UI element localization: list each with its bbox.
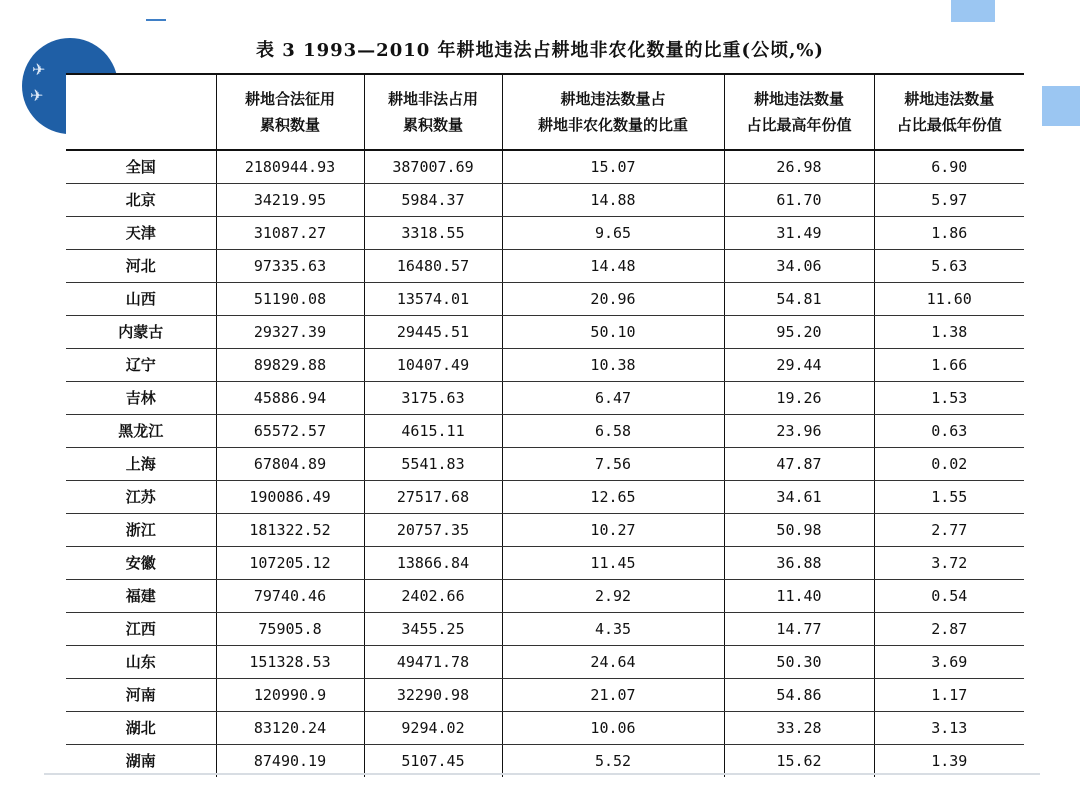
value-cell: 83120.24 [216, 711, 364, 744]
value-cell: 5.97 [874, 183, 1024, 216]
value-cell: 19.26 [724, 381, 874, 414]
value-cell: 12.65 [502, 480, 724, 513]
table-row [66, 150, 1024, 183]
table-row [66, 612, 1024, 645]
value-cell: 2.77 [874, 513, 1024, 546]
value-cell: 79740.46 [216, 579, 364, 612]
value-cell: 0.54 [874, 579, 1024, 612]
region-cell: 内蒙古 [66, 315, 216, 348]
value-cell: 5984.37 [364, 183, 502, 216]
region-cell: 辽宁 [66, 348, 216, 381]
value-cell: 11.40 [724, 579, 874, 612]
value-cell: 29445.51 [364, 315, 502, 348]
value-cell: 6.90 [874, 150, 1024, 183]
table-row [66, 414, 1024, 447]
value-cell: 14.77 [724, 612, 874, 645]
table-row [66, 282, 1024, 315]
value-cell: 75905.8 [216, 612, 364, 645]
table-row [66, 645, 1024, 678]
region-cell: 湖北 [66, 711, 216, 744]
region-cell: 湖南 [125, 752, 156, 771]
value-cell: 50.98 [724, 513, 874, 546]
value-cell: 65572.57 [216, 414, 364, 447]
decor-square-right [1042, 86, 1080, 126]
table-row [66, 183, 1024, 216]
value-cell: 87490.19 [216, 744, 364, 777]
header-cell: 耕地合法征用 累积数量 [216, 74, 364, 150]
value-cell: 1.38 [874, 315, 1024, 348]
header-cell: 耕地违法数量 占比最低年份值 [874, 74, 1024, 150]
region-cell: 河南 [66, 678, 216, 711]
value-cell: 16480.57 [364, 249, 502, 282]
value-cell: 190086.49 [216, 480, 364, 513]
value-cell: 31.49 [724, 216, 874, 249]
value-cell: 3.69 [874, 645, 1024, 678]
region-cell: 安徽 [66, 546, 216, 579]
value-cell: 27517.68 [364, 480, 502, 513]
value-cell: 1.39 [874, 744, 1024, 777]
value-cell: 4.35 [502, 612, 724, 645]
value-cell: 15.07 [502, 150, 724, 183]
region-cell: 山西 [66, 282, 216, 315]
table-row [66, 546, 1024, 579]
table-row [66, 216, 1024, 249]
value-cell: 34.61 [724, 480, 874, 513]
value-cell: 3455.25 [364, 612, 502, 645]
region-cell: 山东 [66, 645, 216, 678]
value-cell: 14.48 [502, 249, 724, 282]
value-cell: 1.55 [874, 480, 1024, 513]
header-cell: 耕地违法数量 占比最高年份值 [724, 74, 874, 150]
value-cell: 5.52 [502, 744, 724, 777]
value-cell: 10.38 [502, 348, 724, 381]
table-row [66, 348, 1024, 381]
value-cell: 29.44 [724, 348, 874, 381]
value-cell: 1.86 [874, 216, 1024, 249]
value-cell: 6.58 [502, 414, 724, 447]
value-cell: 10.06 [502, 711, 724, 744]
region-cell: 天津 [66, 216, 216, 249]
value-cell: 15.62 [724, 744, 874, 777]
value-cell: 20.96 [502, 282, 724, 315]
value-cell: 67804.89 [216, 447, 364, 480]
value-cell: 49471.78 [364, 645, 502, 678]
table-row [66, 480, 1024, 513]
value-cell: 33.28 [724, 711, 874, 744]
value-cell: 5541.83 [364, 447, 502, 480]
data-table [66, 73, 1024, 777]
value-cell: 20757.35 [364, 513, 502, 546]
value-cell: 54.81 [724, 282, 874, 315]
value-cell: 4615.11 [364, 414, 502, 447]
value-cell: 2.92 [502, 579, 724, 612]
value-cell: 29327.39 [216, 315, 364, 348]
table-row [66, 447, 1024, 480]
value-cell: 47.87 [724, 447, 874, 480]
value-cell: 151328.53 [216, 645, 364, 678]
region-cell: 河北 [66, 249, 216, 282]
value-cell: 97335.63 [216, 249, 364, 282]
value-cell: 2402.66 [364, 579, 502, 612]
header-cell: 耕地非法占用 累积数量 [364, 74, 502, 150]
table-row [66, 711, 1024, 744]
table-title: 表 3 1993—2010 年耕地违法占耕地非农化数量的比重(公顷,%) [256, 40, 824, 61]
region-cell: 全国 [66, 150, 216, 183]
value-cell: 0.63 [874, 414, 1024, 447]
bird-icon: ✈ [30, 86, 44, 105]
bottom-divider [44, 773, 1040, 775]
region-cell: 福建 [66, 579, 216, 612]
region-cell: 浙江 [66, 513, 216, 546]
value-cell: 10.27 [502, 513, 724, 546]
value-cell: 3.13 [874, 711, 1024, 744]
value-cell: 11.45 [502, 546, 724, 579]
region-cell: 吉林 [66, 381, 216, 414]
decor-square-top [951, 0, 995, 22]
value-cell: 1.66 [874, 348, 1024, 381]
value-cell: 1.17 [874, 678, 1024, 711]
region-cell: 黑龙江 [66, 414, 216, 447]
value-cell: 7.56 [502, 447, 724, 480]
value-cell: 26.98 [724, 150, 874, 183]
value-cell: 36.88 [724, 546, 874, 579]
header-cell: 耕地违法数量占 耕地非农化数量的比重 [502, 74, 724, 150]
value-cell: 24.64 [502, 645, 724, 678]
table-row [66, 678, 1024, 711]
value-cell: 3175.63 [364, 381, 502, 414]
value-cell: 34.06 [724, 249, 874, 282]
value-cell: 89829.88 [216, 348, 364, 381]
value-cell: 3.72 [874, 546, 1024, 579]
value-cell: 5.63 [874, 249, 1024, 282]
value-cell: 181322.52 [216, 513, 364, 546]
value-cell: 21.07 [502, 678, 724, 711]
value-cell: 2180944.93 [216, 150, 364, 183]
value-cell: 13866.84 [364, 546, 502, 579]
value-cell: 54.86 [724, 678, 874, 711]
value-cell: 10407.49 [364, 348, 502, 381]
value-cell: 5107.45 [364, 744, 502, 777]
value-cell: 61.70 [724, 183, 874, 216]
value-cell: 120990.9 [216, 678, 364, 711]
region-cell: 江苏 [66, 480, 216, 513]
value-cell: 1.53 [874, 381, 1024, 414]
value-cell: 95.20 [724, 315, 874, 348]
value-cell: 34219.95 [216, 183, 364, 216]
value-cell: 107205.12 [216, 546, 364, 579]
value-cell: 387007.69 [364, 150, 502, 183]
region-cell: 江西 [66, 612, 216, 645]
bird-icon: ✈ [32, 60, 46, 79]
table-row [66, 249, 1024, 282]
table-row [66, 513, 1024, 546]
table-row [66, 579, 1024, 612]
value-cell: 3318.55 [364, 216, 502, 249]
value-cell: 2.87 [874, 612, 1024, 645]
value-cell: 31087.27 [216, 216, 364, 249]
data-table-wrapper [66, 73, 1024, 777]
value-cell: 50.10 [502, 315, 724, 348]
value-cell: 14.88 [502, 183, 724, 216]
table-row [66, 315, 1024, 348]
region-cell: 上海 [66, 447, 216, 480]
table-header-row [66, 74, 1024, 150]
value-cell: 23.96 [724, 414, 874, 447]
value-cell: 11.60 [874, 282, 1024, 315]
value-cell: 6.47 [502, 381, 724, 414]
value-cell: 9.65 [502, 216, 724, 249]
header-dash [146, 19, 166, 21]
region-cell: 北京 [66, 183, 216, 216]
value-cell: 13574.01 [364, 282, 502, 315]
value-cell: 45886.94 [216, 381, 364, 414]
table-row [66, 381, 1024, 414]
value-cell: 0.02 [874, 447, 1024, 480]
value-cell: 32290.98 [364, 678, 502, 711]
header-cell-region [66, 74, 216, 150]
value-cell: 51190.08 [216, 282, 364, 315]
value-cell: 50.30 [724, 645, 874, 678]
value-cell: 9294.02 [364, 711, 502, 744]
